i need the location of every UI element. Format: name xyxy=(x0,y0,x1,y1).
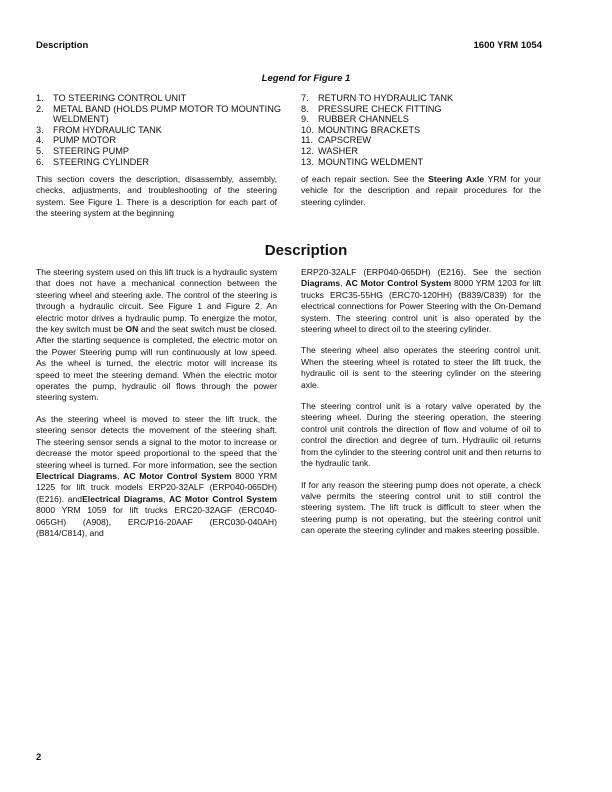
legend-item: 1. TO STEERING CONTROL UNIT xyxy=(36,93,187,103)
legend-item: 8. PRESSURE CHECK FITTING xyxy=(301,103,442,114)
page-header xyxy=(36,40,542,54)
steering-axle-reference: Steering Axle xyxy=(428,174,485,184)
intro-column-right xyxy=(301,174,541,218)
header-document-number: 1600 YRM 1054 xyxy=(473,40,542,51)
body-paragraph: As the steering wheel is moved to steer the lift truck, the steering sensor detects the movement of the steering shaft. The steering sensor sends a signal to the motor to increase or decrease the motor speed proportional to the speed that the steering wheel is turned. For more information, see the section Electrical Diagrams, AC Motor Control System 8000 YRM 1225 for lift truck models ERP20-32ALF (ERP040-065DH) (E216). andElectrical Diagrams, AC Motor Control System 8000 YRM 1059 for lift trucks ERC20-32AGF (ERC040-065GH) (A908), ERC/P16-20AAF (ERC030-040AH) (B814/C814), and xyxy=(36,413,278,538)
intro-paragraph-continued: of each repair section. See the Steering Axle YRM for your vehicle for the description and repair procedures for the steering cylinder. xyxy=(301,174,542,207)
legend-item: 6. STEERING CYLINDER xyxy=(36,156,149,167)
body-paragraph: ERP20-32ALF (ERP040-065DH) (E216). See the section Diagrams, AC Motor Control System 8000 YRM 1203 for lift trucks ERC35-55HG (ERC70-120HH) (B839/C839) for the electrical connections for Power Steering with the On-Demand system. The steering control unit is also operated by the steering wheel to direct oil to the steering cylinder. xyxy=(301,267,541,335)
legend-list-left xyxy=(36,93,286,167)
legend-item: 9. RUBBER CHANNELS xyxy=(301,114,409,125)
legend-item: 4. PUMP MOTOR xyxy=(36,135,116,146)
body-paragraph: The steering system used on this lift truck is a hydraulic system that does not have a mechanical connection between the steering wheel and steering axle. The control of the steering is through a hydraulic circuit. See Figure 1 and Figure 2. An electric motor drives a hydraulic pump. To energize the motor, the key switch must be ON and the seat switch must be closed. After the starting sequence is completed, the electric motor on the Power Steering pump will run continuously at low speed. As the wheel is turned, the electric motor will increase its speed to meet the steering demand. When the electric motor operates the pump, hydraulic oil flows through the power steering system. xyxy=(36,267,277,403)
legend-item: 11. CAPSCREW xyxy=(301,135,372,146)
body-paragraph: If for any reason the steering pump does not operate, a check valve permits the steering control unit to still control the steering system. The lift truck is difficult to steer when the steering pump is not operating, but the steering control unit can operate the steering cylinder and makes steering possible. xyxy=(301,479,541,536)
intro-paragraph: This section covers the description, disassembly, assembly, checks, adjustments, and troubleshooting of the steering system. See Figure 1. There is a description for each part of the steering system at the beginning xyxy=(36,174,277,219)
legend-item: 10. MOUNTING BRACKETS xyxy=(301,124,421,135)
intro-column-left xyxy=(36,174,277,230)
legend-item: 13. MOUNTING WELDMENT xyxy=(301,156,424,167)
page-number: 2 xyxy=(36,752,42,763)
body-paragraph: The steering wheel also operates the steering control unit. When the steering wheel is rotated to steer the lift truck, the hydraulic oil is sent to the steering cylinder on the steering axle. xyxy=(301,345,541,390)
body-column-left xyxy=(36,267,277,549)
body-paragraph: The steering control unit is a rotary valve operated by the steering wheel. During the steering operation, the steering control unit controls the direction of flow and volume of oil to control the direction and degree of turn. Hydraulic oil returns from the cylinder to the steering control unit and then returns to the hydraulic tank. xyxy=(301,401,541,469)
legend-item: 5. STEERING PUMP xyxy=(36,145,130,156)
legend-item: 7. RETURN TO HYDRAULIC TANK xyxy=(301,93,454,103)
legend-list-right xyxy=(301,93,551,167)
legend-item: 2. METAL BAND (HOLDS PUMP MOTOR TO MOUNTING WELDMENT) xyxy=(36,103,282,125)
body-column-right xyxy=(301,267,541,547)
legend-title: Legend for Figure 1 xyxy=(261,73,351,84)
section-heading: Description xyxy=(264,242,348,259)
legend-item: 12. WASHER xyxy=(301,145,358,156)
legend-item: 3. FROM HYDRAULIC TANK xyxy=(36,124,162,135)
header-section-title: Description xyxy=(36,40,89,51)
